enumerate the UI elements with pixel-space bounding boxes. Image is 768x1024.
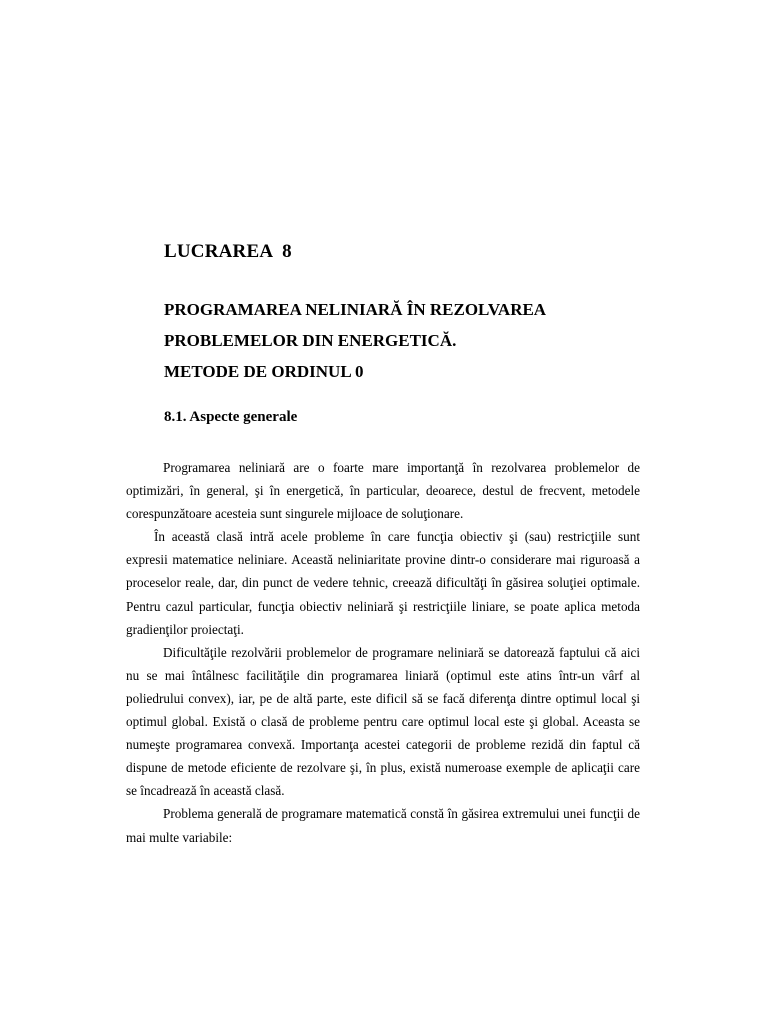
paragraph: În această clasă intră acele probleme în care funcţia obiectiv şi (sau) restricţiile sunt expresii matematice neliniare. Această neliniaritate provine dintr-o considerare mai riguroasă a proceselor reale, dar, din punct de vedere tehnic, creează dificultăţi în găsirea soluţiei optimale. Pentru cazul particular, funcţia obiectiv neliniară şi restricţiile liniare, se poate aplica metoda gradienţilor proiectaţi. bbox=[126, 529, 640, 637]
chapter-title bbox=[164, 294, 644, 387]
paragraph: Dificultăţile rezolvării problemelor de programare neliniară se datorează faptului că aici nu se mai întâlnesc facilităţile din programarea liniară (optimul este atins într-un vârf al poliedrului convex), iar, pe de altă parte, este dificil să se facă diferenţa dintre optimul local şi optimul global. Există o clasă de probleme pentru care optimul local este şi global. Aceasta se numeşte programarea convexă. Importanţa acestei categorii de probleme rezidă din faptul că dispune de metode eficiente de rezolvare şi, în plus, există numeroase exemple de aplicaţii care se încadrează în această clasă. bbox=[126, 644, 640, 799]
body-text bbox=[126, 456, 640, 849]
paragraph: Programarea neliniară are o foarte mare importanţă în rezolvarea problemelor de optimizări, în general, şi în energetică, în particular, deoarece, destul de frecvent, metodele corespunzătoare acesteia sunt singurele mijloace de soluţionare. bbox=[126, 460, 640, 522]
section-heading: 8.1. Aspecte generale bbox=[164, 409, 298, 425]
title-line: PROGRAMAREA NELINIARĂ ÎN REZOLVAREA bbox=[164, 300, 547, 319]
paragraph: Problema generală de programare matematică constă în găsirea extremului unei funcţii de mai multe variabile: bbox=[126, 806, 640, 845]
chapter-label: LUCRAREA 8 bbox=[164, 241, 292, 262]
title-line: PROBLEMELOR DIN ENERGETICĂ. bbox=[164, 331, 457, 350]
title-line: METODE DE ORDINUL 0 bbox=[164, 362, 364, 381]
